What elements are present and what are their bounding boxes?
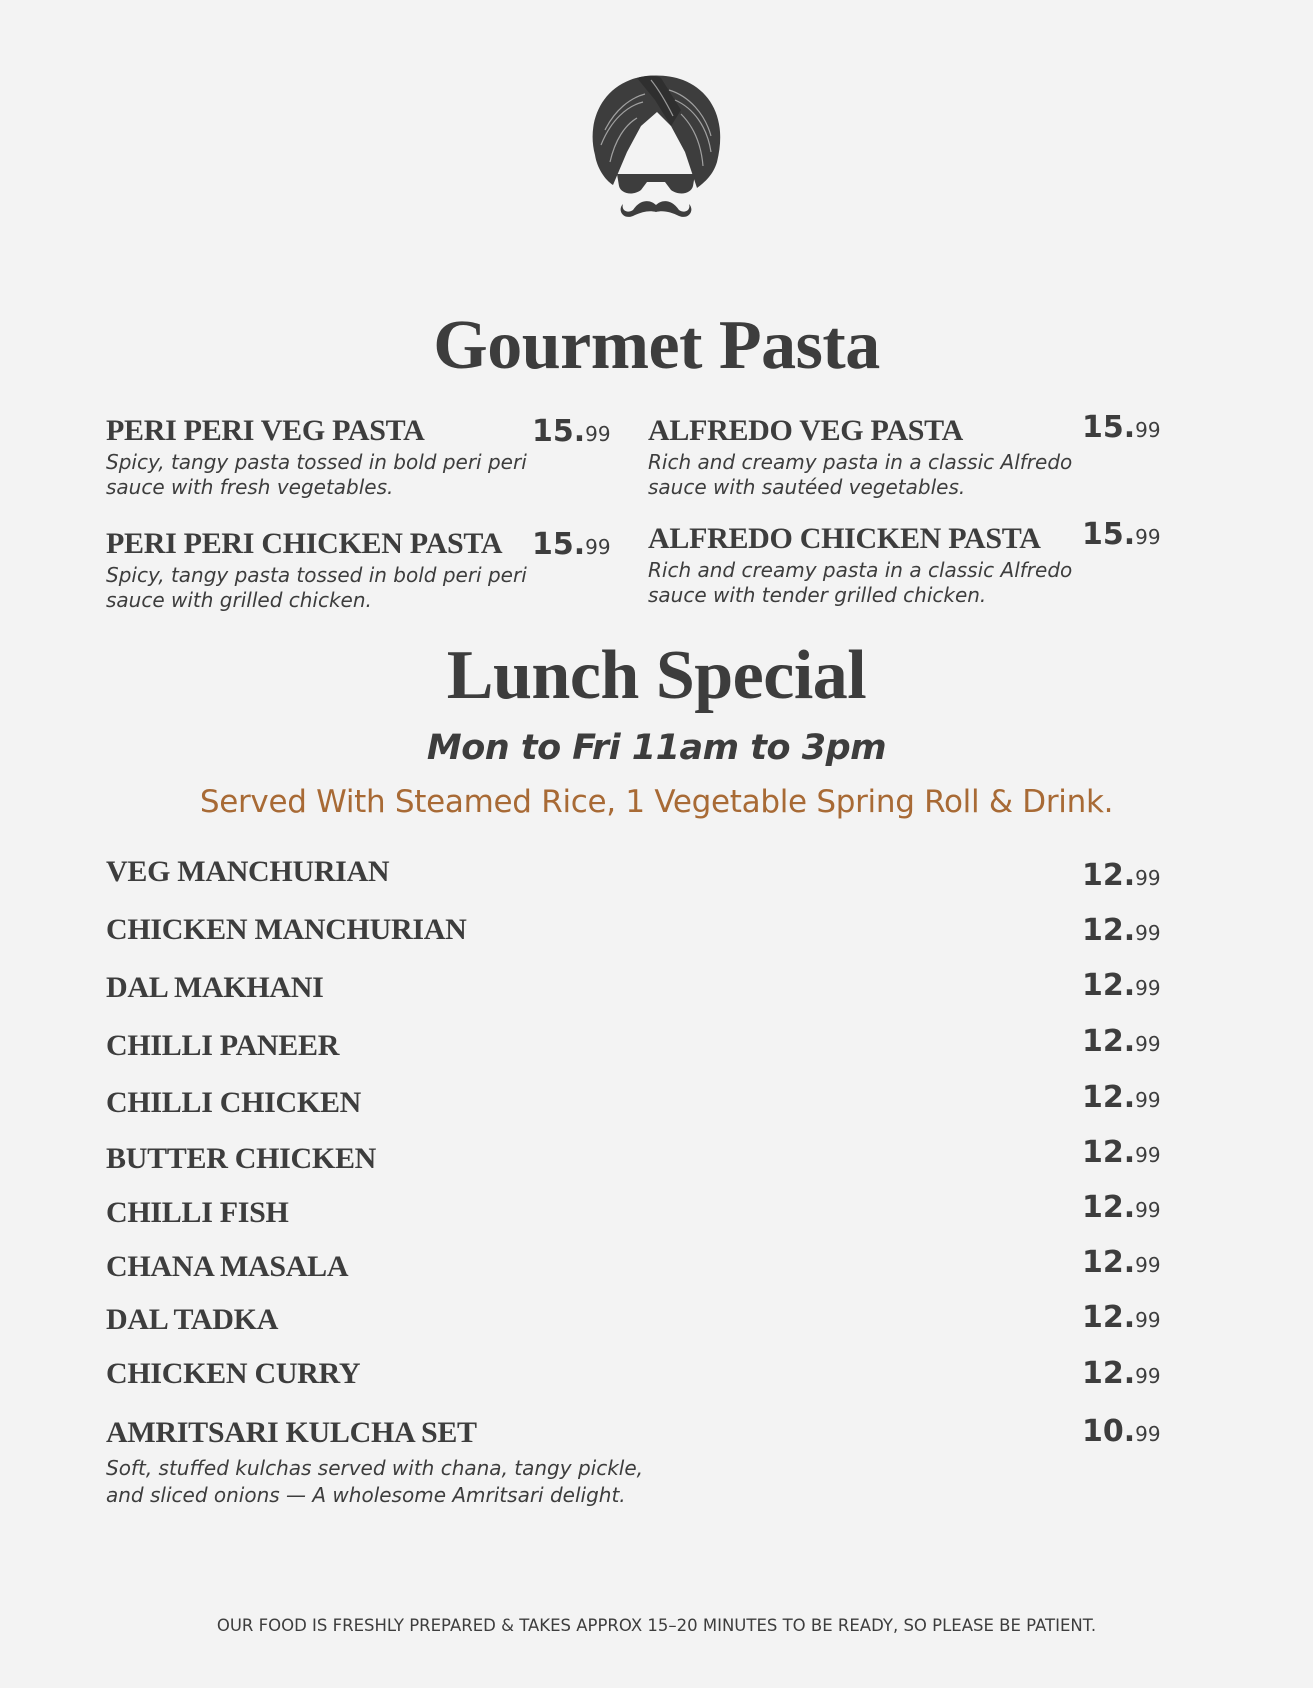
item-name: PERI PERI VEG PASTA <box>106 414 425 447</box>
lunch-hours: Mon to Fri 11am to 3pm <box>426 728 887 768</box>
item-name: CHILLI PANEER <box>106 1029 340 1062</box>
lunch-item <box>106 1086 361 1120</box>
item-name: CHICKEN MANCHURIAN <box>106 913 467 946</box>
item-price: 15.99 <box>1082 410 1161 445</box>
item-name: ALFREDO CHICKEN PASTA <box>648 522 1041 555</box>
menu-item-alfredo-veg-pasta <box>648 414 1072 500</box>
item-name: DAL MAKHANI <box>106 971 324 1004</box>
lunch-item <box>106 1029 339 1063</box>
menu-item-peri-peri-veg-pasta <box>106 414 527 500</box>
item-price: 12.99 <box>1082 913 1161 948</box>
lunch-item <box>106 1357 360 1391</box>
lunch-item <box>106 1303 278 1337</box>
lunch-item <box>106 855 389 889</box>
item-price: 15.99 <box>1082 517 1161 552</box>
item-name: VEG MANCHURIAN <box>106 855 390 888</box>
item-price: 12.99 <box>1082 1300 1161 1335</box>
item-description: sauce with grilled chicken. <box>106 588 372 612</box>
item-name: ALFREDO VEG PASTA <box>648 414 963 447</box>
item-description: Spicy, tangy pasta tossed in bold peri peri <box>106 450 527 474</box>
lunch-item <box>106 1196 289 1230</box>
item-name: CHICKEN CURRY <box>106 1357 361 1390</box>
menu-item-alfredo-chicken-pasta <box>648 522 1072 608</box>
section-title-lunch-special: Lunch Special <box>446 637 867 714</box>
item-price: 12.99 <box>1082 1080 1161 1115</box>
item-name: BUTTER CHICKEN <box>106 1142 377 1175</box>
item-name: CHANA MASALA <box>106 1250 349 1283</box>
item-description: Soft, stuffed kulchas served with chana, tangy pickle, <box>106 1456 643 1480</box>
lunch-item <box>106 1250 348 1284</box>
item-name: CHILLI CHICKEN <box>106 1086 362 1119</box>
item-price: 12.99 <box>1082 968 1161 1003</box>
item-description: and sliced onions — A wholesome Amritsari delight. <box>106 1483 626 1507</box>
footer-note: OUR FOOD IS FRESHLY PREPARED & TAKES APPROX 15–20 MINUTES TO BE READY, SO PLEASE BE PATIENT. <box>216 1616 1097 1635</box>
restaurant-logo <box>585 70 727 220</box>
item-description: Rich and creamy pasta in a classic Alfredo <box>648 558 1073 582</box>
item-description: sauce with tender grilled chicken. <box>648 583 987 607</box>
item-price: 12.99 <box>1082 1024 1161 1059</box>
item-name: AMRITSARI KULCHA SET <box>106 1416 477 1449</box>
item-description: Rich and creamy pasta in a classic Alfredo <box>648 450 1073 474</box>
item-price: 15.99 <box>532 527 611 562</box>
item-name: DAL TADKA <box>106 1303 279 1336</box>
item-price: 12.99 <box>1082 1245 1161 1280</box>
item-price: 10.99 <box>1082 1414 1161 1449</box>
lunch-served-with: Served With Steamed Rice, 1 Vegetable Spring Roll & Drink. <box>199 784 1114 820</box>
lunch-item <box>106 1142 376 1176</box>
item-price: 12.99 <box>1082 1356 1161 1391</box>
item-price: 15.99 <box>532 414 611 449</box>
turban-logo-icon <box>585 70 727 220</box>
lunch-item <box>106 971 324 1005</box>
item-price: 12.99 <box>1082 1135 1161 1170</box>
lunch-item <box>106 913 466 947</box>
section-title-gourmet-pasta: Gourmet Pasta <box>433 307 880 384</box>
lunch-item-amritsari-kulcha-set <box>106 1416 643 1508</box>
item-description: Spicy, tangy pasta tossed in bold peri peri <box>106 563 527 587</box>
item-price: 12.99 <box>1082 858 1161 893</box>
item-description: sauce with sautéed vegetables. <box>648 475 966 499</box>
menu-item-peri-peri-chicken-pasta <box>106 527 527 613</box>
item-name: CHILLI FISH <box>106 1196 289 1229</box>
item-name: PERI PERI CHICKEN PASTA <box>106 527 503 560</box>
item-description: sauce with fresh vegetables. <box>106 475 394 499</box>
item-price: 12.99 <box>1082 1190 1161 1225</box>
